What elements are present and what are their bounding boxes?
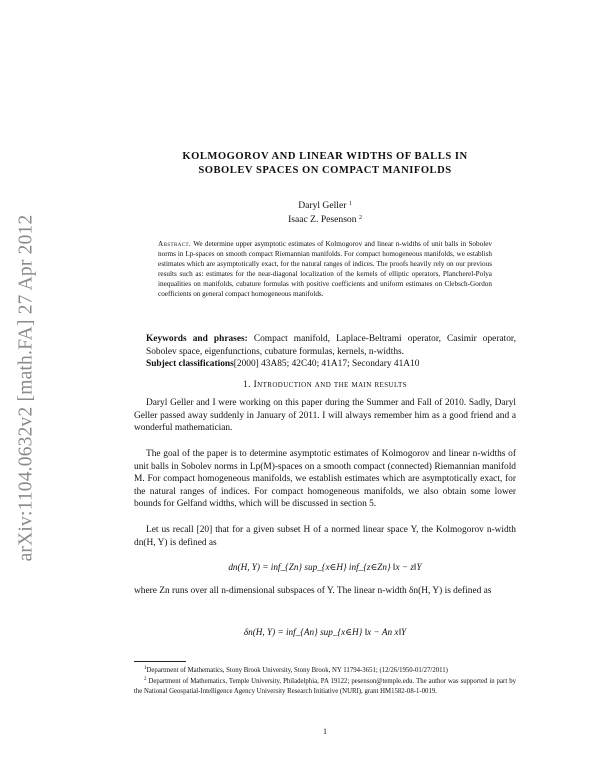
footnote-2-text: Department of Mathematics, Temple University, Philadelphia, PA 19122; pesenson@temple.edu. The author was supported in part by the National Geospatial-Intelligence Agency University Research Initiative (NURI), grant HM1582-08-1-0019. <box>134 678 516 695</box>
title-line-1: KOLMOGOROV AND LINEAR WIDTHS OF BALLS IN <box>182 151 468 162</box>
title-line-2: SOBOLEV SPACES ON COMPACT MANIFOLDS <box>198 165 452 176</box>
paper-title <box>134 150 516 178</box>
paragraph-2-text: The goal of the paper is to determine asymptotic estimates of Kolmogorov and linear n-widths of unit balls in Sobolev norms in Lp(M)-spaces on a smooth compact (connected) Riemannian manifold M. For compact homogeneous manifolds, we establish estimates which are asymptotically exact, for the natural ranges of indices. For compact homogeneous manifolds, we also obtain some lower bounds for Gelfand widths, which will be discussed in section 5. <box>134 449 516 510</box>
author-2 <box>134 212 516 226</box>
author-footnote-mark: 1 <box>348 201 352 207</box>
paragraph-1-text: Daryl Geller and I were working on this paper during the Summer and Fall of 2010. Sadly, Daryl Geller passed away suddenly in January of 2011. I will always remember him as a good friend and a wonderful mathematician. <box>134 398 516 434</box>
footnote-mark: 2 <box>144 677 147 683</box>
equation-kolmogorov-width: dn(H, Y) = inf_{Zn} sup_{x∈H} inf_{z∈Zn} ‖x − z‖Y <box>228 562 422 572</box>
abstract-text: We determine upper asymptotic estimates of Kolmogorov and linear n-widths of unit balls in Sobolev norms in Lp-spaces on smooth compact Riemannian manifolds. For compact homogeneous manifolds, we establish estimates which are asymptotically exact, for the natural ranges of indices. The proofs heavily rely on our previous results such as: estimates for the near-diagonal localization of the kernels of elliptic operators, Plancherel-Polya inequalities on manifolds, cubature formulas with positive coefficients and uniform estimates on Clebsch-Gordon coefficients on general compact homogeneous manifolds. <box>158 240 492 299</box>
footnote-1 <box>134 664 516 675</box>
keywords-text: Compact manifold, Laplace-Beltrami operator, Casimir operator, Sobolev space, eigenfunctions, cubature formulas, kernels, n-widths. <box>146 334 517 357</box>
page-number: 1 <box>323 727 327 736</box>
paragraph-3-text: Let us recall [20] that for a given subset H of a normed linear space Y, the Kolmogorov n-width dn(H, Y) is defined as <box>134 525 516 548</box>
author-1 <box>134 198 516 212</box>
author-name: Isaac Z. Pesenson <box>288 214 357 225</box>
author-footnote-mark: 2 <box>358 215 362 221</box>
footnotes <box>134 664 516 696</box>
subject-text: [2000] 43A85; 42C40; 41A17; Secondary 41A10 <box>233 359 420 370</box>
equation-linear-width: δn(H, Y) = inf_{An} sup_{x∈H} ‖x − An x‖Y <box>243 627 407 637</box>
footnote-1-text: Department of Mathematics, Stony Brook University, Stony Brook, NY 11794-3651; (12/26/1950-01/27/2011) <box>146 667 448 674</box>
arxiv-id-text: arXiv:1104.0632v2 [math.FA] 27 Apr 2012 <box>15 214 37 562</box>
footnote-mark: 1 <box>144 666 147 671</box>
section-heading: 1. Introduction and the main results <box>243 380 407 390</box>
footnote-2 <box>134 675 516 696</box>
paragraph-4-text: where Zn runs over all n-dimensional subspaces of Y. The linear n-width δn(H, Y) is defined as <box>134 586 492 596</box>
subject-line <box>134 358 516 371</box>
keywords-line <box>134 333 516 358</box>
keywords-label: Keywords and phrases: <box>146 334 248 344</box>
arxiv-identifier-stamp <box>0 0 52 776</box>
keywords-block <box>134 333 516 371</box>
paragraph-1 <box>134 397 516 435</box>
paragraph-4 <box>134 585 516 598</box>
abstract <box>158 239 492 300</box>
subject-label: Subject classifications <box>146 359 234 370</box>
footnote-divider <box>134 661 186 662</box>
paragraph-2 <box>134 448 516 511</box>
abstract-heading: Abstract. <box>158 240 192 248</box>
paragraph-3 <box>134 524 516 549</box>
author-name: Daryl Geller <box>298 200 347 211</box>
author-list <box>134 198 516 226</box>
